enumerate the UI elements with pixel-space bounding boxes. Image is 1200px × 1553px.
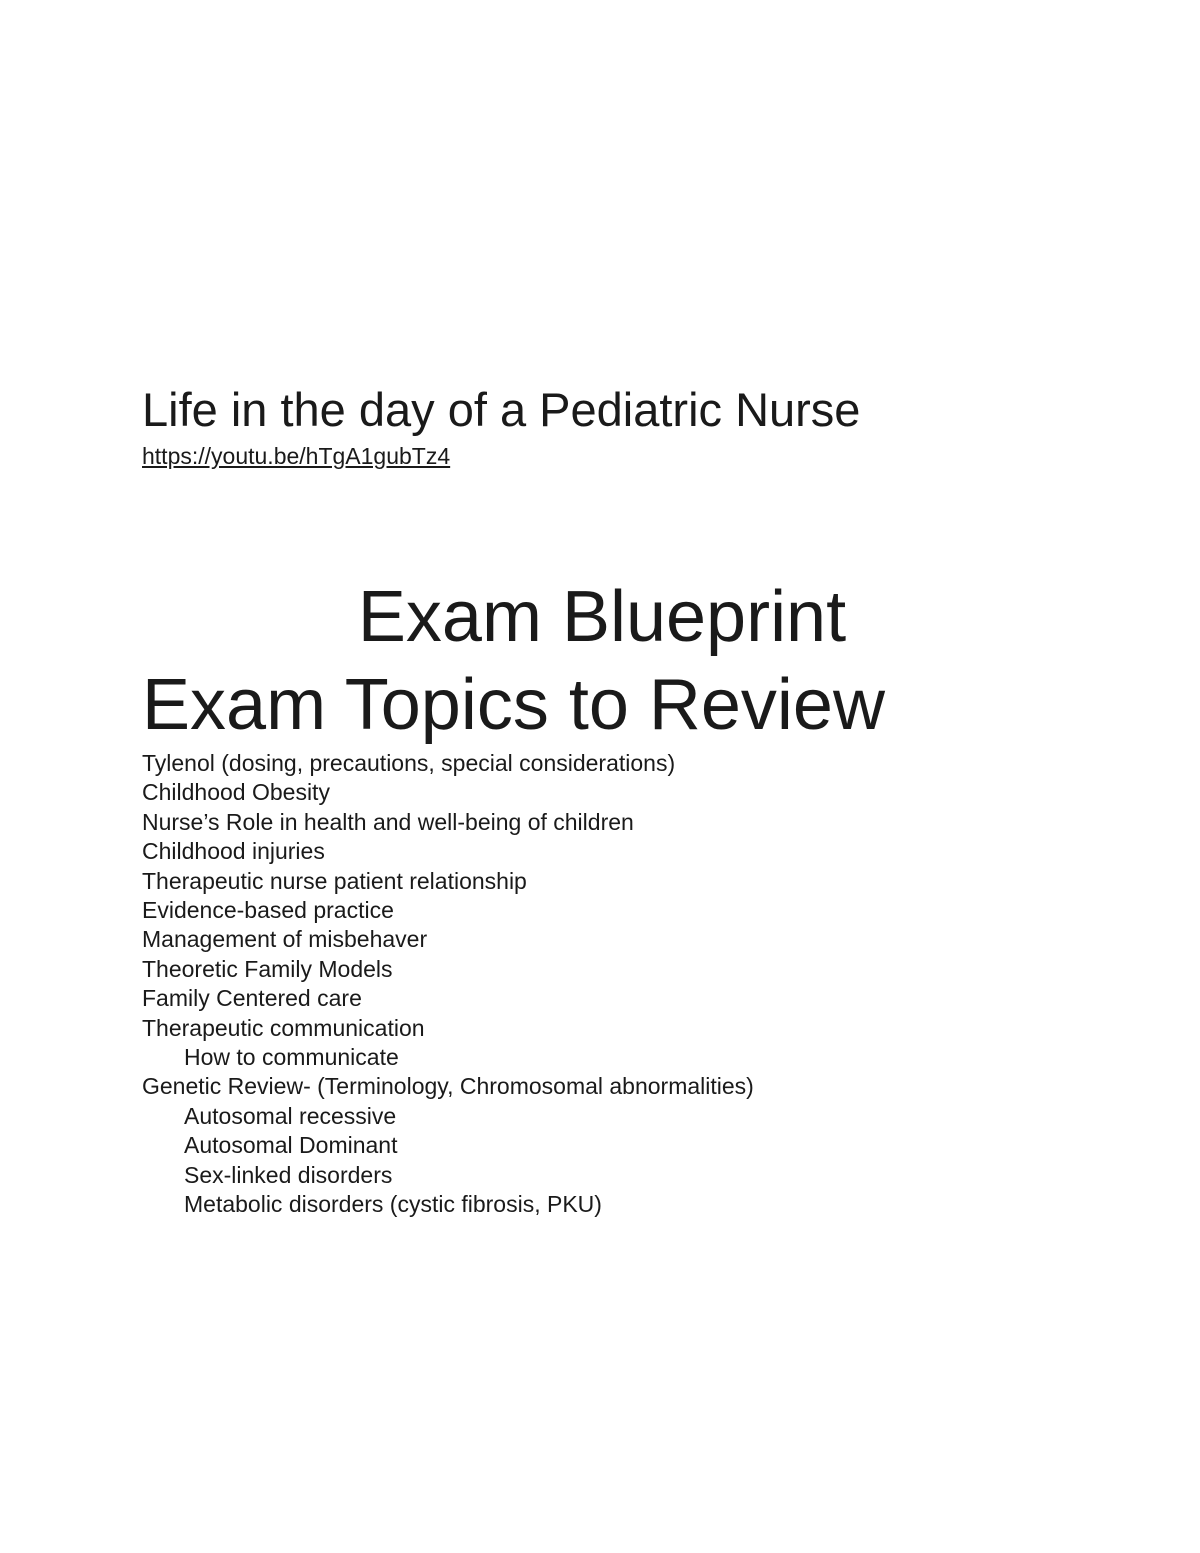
topic-item: Therapeutic nurse patient relationship (142, 867, 527, 894)
topic-item: Tylenol (dosing, precautions, special considerations) (142, 750, 676, 776)
topic-item: Management of misbehaver (142, 926, 428, 953)
topic-list (142, 749, 754, 1220)
topic-subitem: How to communicate (184, 1044, 399, 1071)
topic-item: Nurse’s Role in health and well-being of children (142, 808, 634, 835)
exam-topics-heading: Exam Topics to Review (142, 665, 885, 745)
topic-item: Genetic Review- (Terminology, Chromosomal abnormalities) (142, 1073, 754, 1100)
topic-item: Childhood injuries (142, 838, 325, 865)
exam-blueprint-heading: Exam Blueprint (357, 577, 847, 657)
topic-subitem: Autosomal recessive (184, 1102, 397, 1129)
video-title: Life in the day of a Pediatric Nurse (142, 383, 861, 436)
topic-subitem: Metabolic disorders (cystic fibrosis, PKU) (184, 1191, 602, 1218)
topic-item: Therapeutic communication (142, 1014, 425, 1041)
video-link[interactable]: https://youtu.be/hTgA1gubTz4 (142, 443, 451, 469)
topic-item: Evidence-based practice (142, 897, 394, 924)
topic-item: Theoretic Family Models (142, 955, 393, 982)
topic-item: Childhood Obesity (142, 779, 330, 806)
topic-subitem: Autosomal Dominant (184, 1132, 398, 1159)
topic-item: Family Centered care (142, 985, 362, 1012)
topic-subitem: Sex-linked disorders (184, 1161, 393, 1188)
